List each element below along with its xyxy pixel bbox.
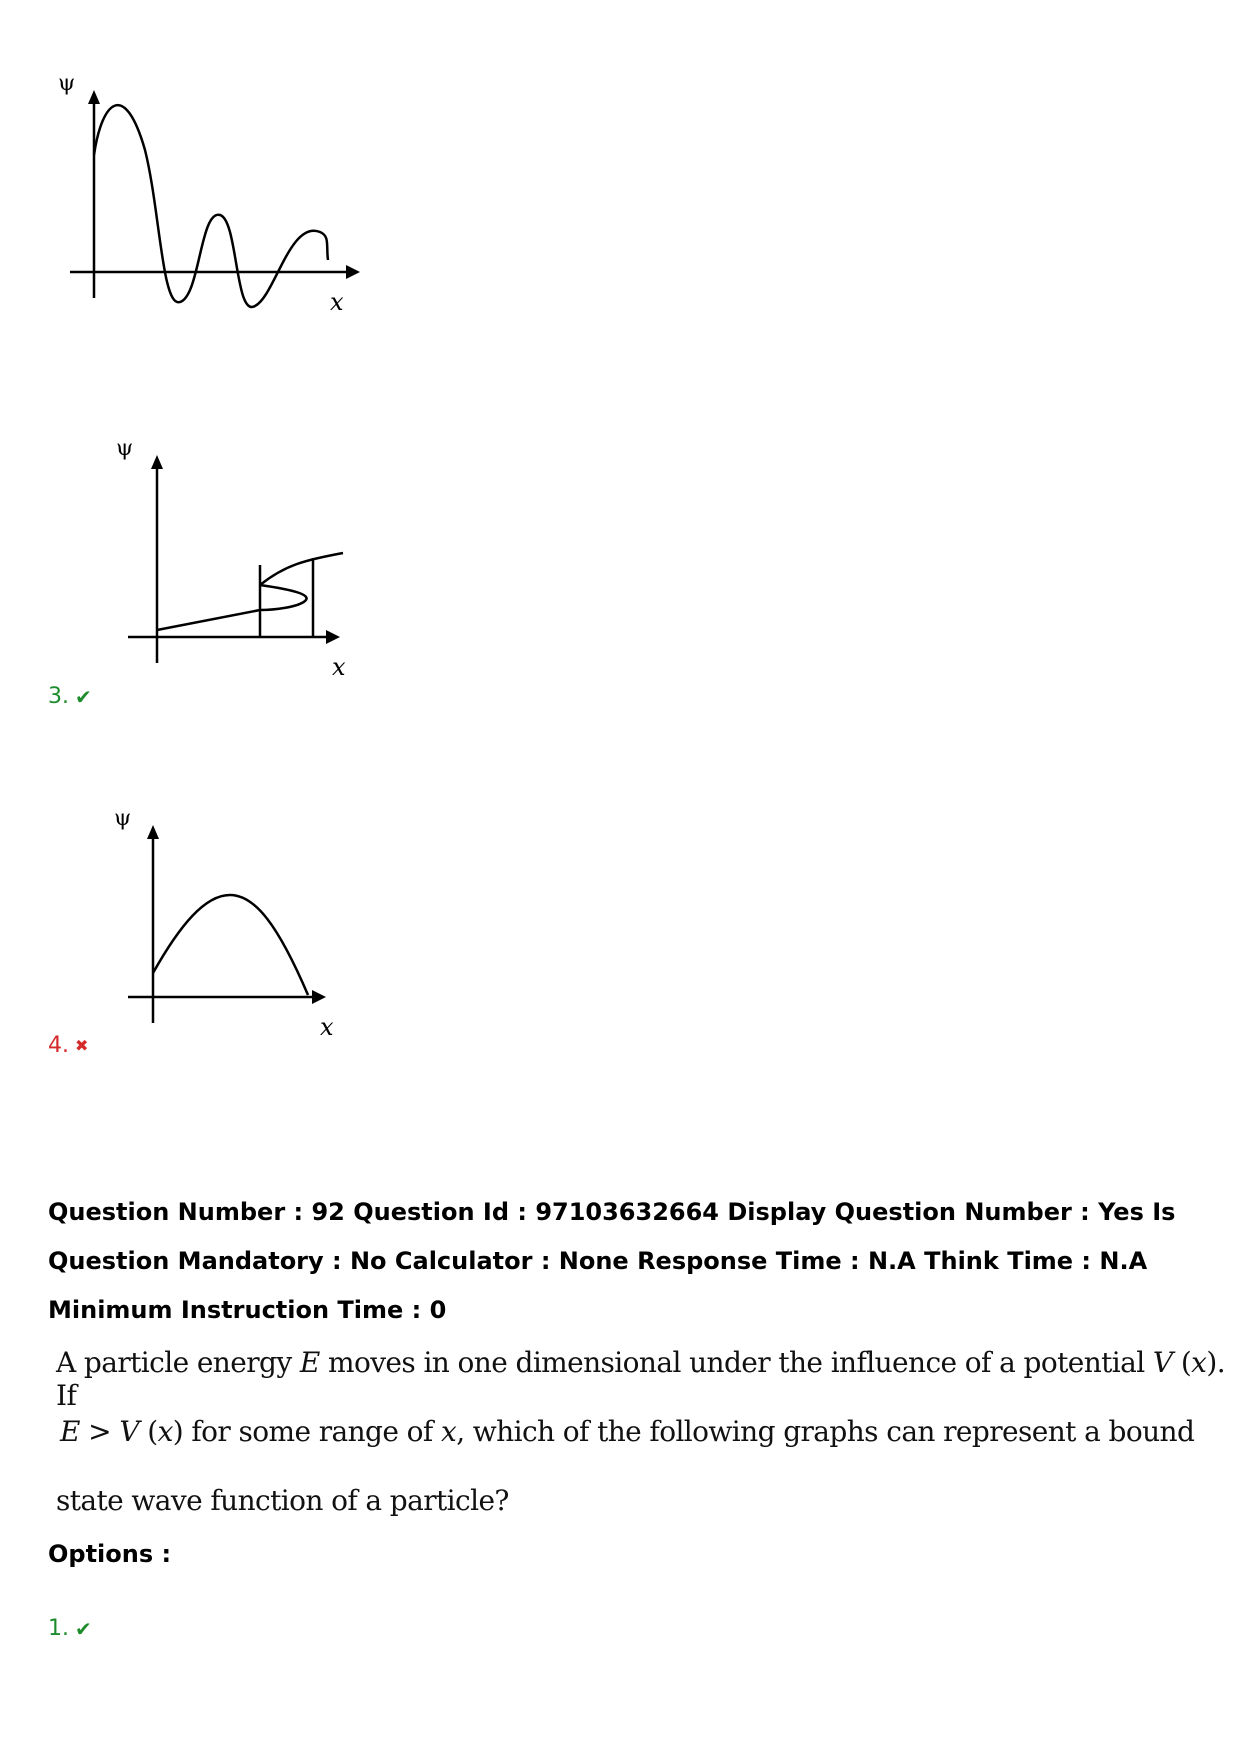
x-axis-arrow xyxy=(326,630,340,644)
wave-graph-option-4 xyxy=(100,795,360,1055)
x-label: x xyxy=(320,1013,334,1041)
y-axis-arrow xyxy=(88,90,100,104)
option-number: 4. xyxy=(48,1033,69,1058)
wave-loop xyxy=(260,585,307,610)
cross-icon: ✖ xyxy=(75,1036,89,1055)
option-1-label[interactable] xyxy=(48,1616,92,1641)
options-heading: Options : xyxy=(48,1540,172,1568)
psi-label: ψ xyxy=(116,436,134,461)
option-number: 3. xyxy=(48,684,69,709)
option-number: 1. xyxy=(48,1616,69,1641)
wave-curve xyxy=(153,895,308,995)
y-axis-arrow xyxy=(147,825,159,839)
question-line-1: A particle energy E moves in one dimensional under the influence of a potential V (x). If xyxy=(56,1346,1225,1412)
question-line-3: state wave function of a particle? xyxy=(56,1484,509,1517)
option-4-label[interactable] xyxy=(48,1033,88,1058)
wave-curve xyxy=(94,105,328,307)
potential-line-right xyxy=(260,553,343,585)
question-meta: Question Number : 92 Question Id : 97103632664 Display Question Number : Yes Is Question Mandatory : No Calculator : None Response Time : N.A Think Time : N.A Minimum Instruction Time : 0 xyxy=(48,1198,1176,1324)
x-axis-arrow xyxy=(312,990,326,1004)
check-icon: ✔ xyxy=(75,684,92,709)
wave-graph-option-3 xyxy=(100,425,360,685)
x-label: x xyxy=(330,288,344,316)
wave-graph-oscillating xyxy=(50,60,380,330)
psi-label: ψ xyxy=(58,71,76,96)
x-label: x xyxy=(332,653,346,681)
question-line-2: E > V (x) for some range of x, which of the following graphs can represent a bound xyxy=(60,1415,1195,1448)
psi-label: ψ xyxy=(114,806,132,831)
x-axis-arrow xyxy=(346,265,360,279)
option-3-label[interactable] xyxy=(48,684,92,709)
potential-line-left xyxy=(157,610,260,630)
y-axis-arrow xyxy=(151,455,163,469)
check-icon: ✔ xyxy=(75,1616,92,1641)
